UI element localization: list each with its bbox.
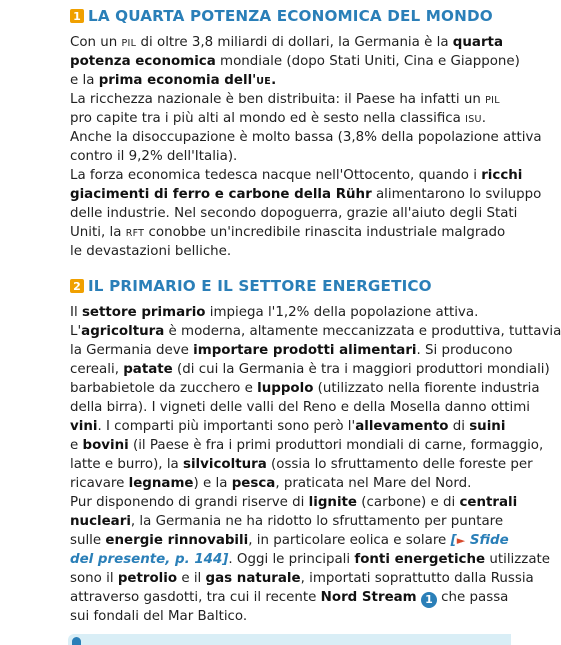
bold-term: gas naturale: [205, 571, 301, 586]
text: di: [448, 419, 470, 434]
text: e: [70, 438, 83, 453]
bold-term: nucleari: [70, 514, 131, 529]
text: (di cui la Germania è tra i maggiori produttori mondiali): [172, 362, 550, 377]
bold-term: silvicoltura: [183, 457, 267, 472]
acronym: UE: [256, 76, 272, 87]
section-body: [0, 33, 542, 261]
text: La ricchezza nazionale è ben distribuita: il Paese ha infatti un: [70, 92, 486, 107]
text-line: delle industrie. Nel secondo dopoguerra, grazie all'aiuto degli Stati: [70, 206, 518, 221]
bold-term: allevamento: [355, 419, 449, 434]
text-line: [0, 52, 520, 71]
text: di oltre 3,8 miliardi di dollari, la Germania è la: [136, 35, 453, 50]
text: Uniti, la: [70, 225, 126, 240]
section-heading: [0, 6, 511, 26]
bold-term: lignite: [308, 495, 358, 510]
text-line: [0, 109, 511, 128]
text: . I comparti più importanti sono però l': [97, 419, 356, 434]
text-line: [0, 436, 544, 455]
cross-reference-link[interactable]: del presente, p. 144]: [70, 552, 229, 567]
bold-term: centrali: [459, 495, 518, 510]
text-line: [0, 303, 511, 322]
text: utilizzate: [485, 552, 551, 567]
text-line: le devastazioni belliche.: [70, 244, 232, 259]
bold-term: fonti energetiche: [354, 552, 486, 567]
text-line: [0, 550, 551, 569]
text-line: contro il 9,2% dell'Italia).: [70, 149, 238, 164]
text-line: [0, 341, 511, 360]
text-line: sui fondali del Mar Baltico.: [70, 609, 248, 624]
text-line: della birra). I vigneti delle valli del Reno e della Mosella danno ottimi: [70, 400, 531, 415]
bold-term: prima economia dell': [98, 73, 257, 88]
bold-term: quarta: [452, 35, 503, 50]
bold-term: legname: [128, 476, 194, 491]
link-text: Sfide: [465, 533, 509, 548]
text-line: [0, 512, 511, 531]
text-line: [0, 588, 511, 607]
section-quarta-potenza: [0, 6, 542, 261]
text: sono il: [70, 571, 118, 586]
acronym: RFT: [125, 228, 145, 239]
text-line: [0, 379, 540, 398]
text: .: [271, 73, 277, 88]
text-line: [0, 493, 518, 512]
acronym: PIL: [121, 38, 137, 49]
text: , importati soprattutto dalla Russia: [300, 571, 534, 586]
bold-term: petrolio: [117, 571, 178, 586]
text: mondiale (dopo Stati Uniti, Cina e Giappone): [215, 54, 520, 69]
text: (ossia lo sfruttamento delle foreste per: [266, 457, 533, 472]
text: (carbone) e di: [357, 495, 460, 510]
bold-term: vini: [70, 419, 98, 434]
text: e la: [70, 73, 99, 88]
text: cereali,: [70, 362, 124, 377]
bold-term: suini: [469, 419, 506, 434]
bracket: [: [450, 533, 457, 548]
acronym: ISU: [465, 114, 482, 125]
bold-term: Nord Stream: [320, 590, 417, 605]
text-line: [0, 223, 511, 242]
text-line: [0, 455, 533, 474]
text: .: [481, 111, 487, 126]
text-line: [0, 90, 511, 109]
text-line: [0, 322, 561, 341]
text-line: [0, 474, 511, 493]
section-body: [0, 303, 561, 626]
text: ) e la: [193, 476, 232, 491]
section-heading: [0, 276, 511, 296]
text-line: [0, 185, 542, 204]
text-line: [0, 71, 511, 90]
section-number-badge: 1: [70, 9, 84, 23]
text: e il: [177, 571, 206, 586]
text: . Si producono: [416, 343, 513, 358]
next-box-band: [68, 634, 511, 645]
section-number-badge: 2: [70, 279, 84, 293]
text: Con un: [70, 35, 122, 50]
text: . Oggi le principali: [228, 552, 355, 567]
text: (utilizzato nella fiorente industria: [313, 381, 540, 396]
text: barbabietole da zucchero e: [70, 381, 258, 396]
map-reference-badge[interactable]: 1: [421, 592, 437, 608]
text: , praticata nel Mare del Nord.: [275, 476, 472, 491]
bold-term: agricoltura: [81, 324, 165, 339]
bold-term: giacimenti di ferro e carbone della Rühr: [70, 187, 372, 202]
text: pro capite tra i più alti al mondo ed è sesto nella classifica: [70, 111, 466, 126]
bold-term: potenza economica: [70, 54, 216, 69]
bold-term: energie rinnovabili: [105, 533, 249, 548]
cross-reference-link[interactable]: [451, 533, 509, 548]
text: Pur disponendo di grandi riserve di: [70, 495, 309, 510]
section-primario-energetico: [0, 276, 561, 626]
text: è moderna, altamente meccanizzata e produttiva, tuttavia: [164, 324, 561, 339]
section-title: IL PRIMARIO E IL SETTORE ENERGETICO: [88, 277, 432, 295]
bold-term: pesca: [231, 476, 276, 491]
text: La forza economica tedesca nacque nell'Ottocento, quando i: [70, 168, 482, 183]
text: ricavare: [70, 476, 129, 491]
bold-term: luppolo: [257, 381, 314, 396]
text-line: Anche la disoccupazione è molto bassa (3,8% della popolazione attiva: [70, 130, 542, 145]
bold-term: importare prodotti alimentari: [193, 343, 417, 358]
section-title: LA QUARTA POTENZA ECONOMICA DEL MONDO: [88, 7, 493, 25]
text: , in particolare eolica e solare: [248, 533, 451, 548]
text: conobbe un'incredibile rinascita industriale malgrado: [144, 225, 506, 240]
text: attraverso gasdotti, tra cui il recente: [70, 590, 321, 605]
bold-term: settore primario: [81, 305, 206, 320]
text: che passa: [436, 590, 509, 605]
text: , la Germania ne ha ridotto lo sfruttamento per puntare: [130, 514, 504, 529]
text: impiega l'1,2% della popolazione attiva.: [205, 305, 479, 320]
next-box-badge-edge: [72, 637, 81, 645]
bold-term: patate: [123, 362, 173, 377]
text: latte e burro), la: [70, 457, 183, 472]
text-line: [0, 166, 523, 185]
text: sulle: [70, 533, 106, 548]
text-line: [0, 569, 534, 588]
text-line: [0, 33, 511, 52]
acronym: PIL: [485, 95, 500, 106]
bold-term: bovini: [82, 438, 129, 453]
text: la Germania deve: [70, 343, 194, 358]
text-line: [0, 360, 550, 379]
text-line: [0, 531, 511, 550]
text: Il: [70, 305, 82, 320]
text-line: [0, 417, 511, 436]
play-arrow-icon: ►: [456, 534, 466, 547]
text: (il Paese è fra i primi produttori mondiali di carne, formaggio,: [128, 438, 544, 453]
text: alimentarono lo sviluppo: [371, 187, 542, 202]
bold-term: ricchi: [481, 168, 523, 183]
text: L': [70, 324, 82, 339]
